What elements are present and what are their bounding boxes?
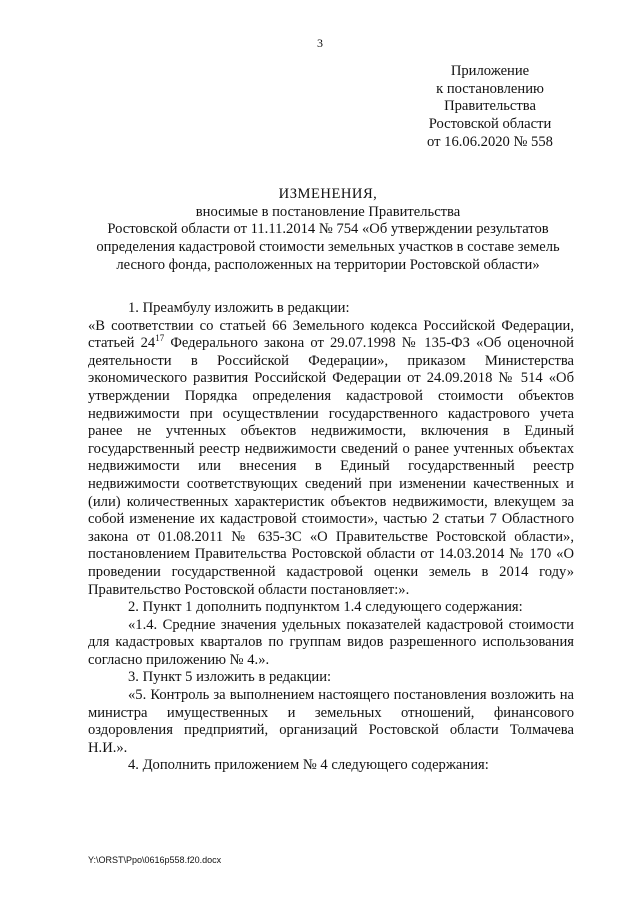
item-2: 2. Пункт 1 дополнить подпунктом 1.4 следующего содержания: <box>128 599 523 616</box>
appendix-header <box>390 63 590 152</box>
item-1-quote-text-cont: Федерального закона от 29.07.1998 № 135-ФЗ «Об оценочной деятельности в Российской Федерации», приказом Министерства экономического развития Российской Федерации от 24.09.2018 № 514 «Об утверждении Порядка определения кадастровой стоимости объектов недвижимости при осуществлении государственного кадастрового учета ранее не учтенных объектов недвижимости, включения в Единый государственный реестр недвижимости сведений о ранее учтенных объектах недвижимости или внесения в Единый государственный реестр недвижимости соответствующих сведений при изменении качественных и (или) количественных характеристик объектов недвижимости, влекущем за собой изменение их кадастровой стоимости», частью 2 статьи 7 Областного закона от 01.08.2011 № 635-ЗС «О Правительстве Ростовской области», постановлением Правительства Ростовской области от 14.03.2014 № 170 «О проведении государственной кадастровой оценки земель в 2014 году» Правительство Ростовской области постановляет:». <box>88 335 574 598</box>
page-number: 3 <box>317 36 323 50</box>
document-body <box>88 300 574 775</box>
item-3: 3. Пункт 5 изложить в редакции: <box>128 669 332 686</box>
title-line: вносимые в постановление Правительства <box>195 203 461 220</box>
appendix-line: от 16.06.2020 № 558 <box>427 133 553 150</box>
item-3-quote: «5. Контроль за выполнением настоящего постановления возложить на министра имущественных и земельных отношений, финансового оздоровления предприятий, организаций Ростовской области Толмачева Н.И.». <box>88 687 574 756</box>
appendix-line: Ростовской области <box>428 116 552 133</box>
appendix-line: Приложение <box>450 63 530 79</box>
title-heading: ИЗМЕНЕНИЯ, <box>278 186 378 202</box>
footer-file-path: Y:\ORST\Ppo\0616p558.f20.docx <box>88 855 222 865</box>
title-line: лесного фонда, расположенных на территории Ростовской области» <box>116 256 540 273</box>
appendix-line: к постановлению <box>436 80 544 97</box>
appendix-line: Правительства <box>444 98 536 115</box>
item-2-quote: «1.4. Средние значения удельных показателей кадастровой стоимости для кадастровых кварталов по группам видов разрешенного использования согласно приложению № 4.». <box>88 616 574 668</box>
document-title <box>88 186 568 275</box>
item-1-intro: 1. Преамбулу изложить в редакции: <box>128 300 350 316</box>
item-1-quote-text: «В соответствии со статьей 66 Земельного кодекса Российской Федерации, статьей 24 <box>88 317 574 352</box>
article-superscript: 17 <box>155 333 165 344</box>
title-line: Ростовской области от 11.11.2014 № 754 «Об утверждении результатов <box>107 221 549 238</box>
item-1-quote <box>88 318 574 600</box>
title-line: определения кадастровой стоимости земельных участков в составе земель <box>96 239 560 256</box>
item-4: 4. Дополнить приложением № 4 следующего содержания: <box>128 757 489 774</box>
